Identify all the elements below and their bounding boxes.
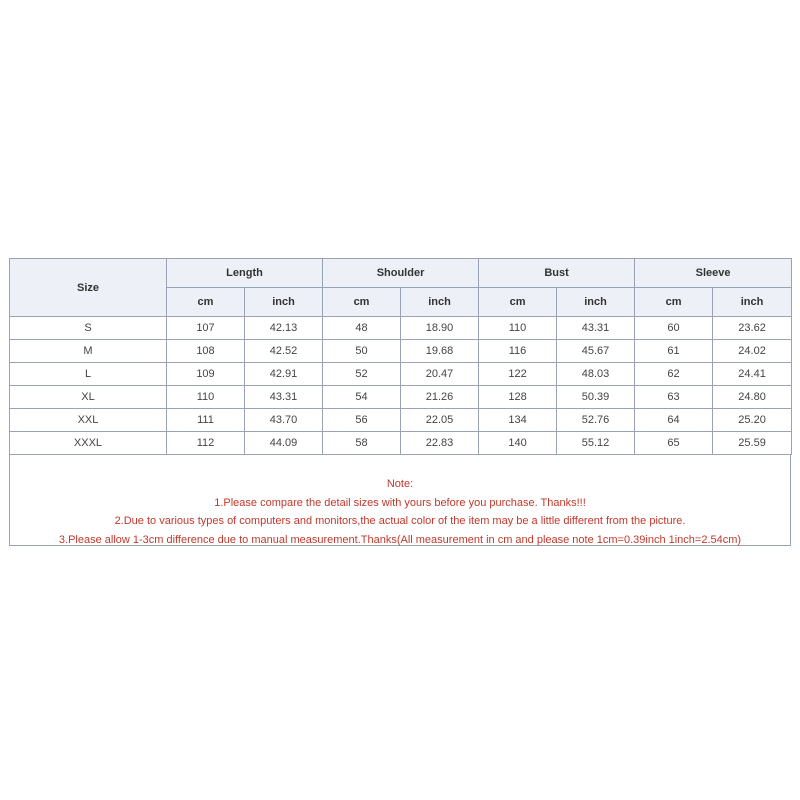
unit-header: inch xyxy=(557,288,635,317)
measurement-cell: 45.67 xyxy=(557,340,635,363)
measurement-cell: 42.91 xyxy=(245,363,323,386)
measurement-cell: 134 xyxy=(479,409,557,432)
measurement-cell: 116 xyxy=(479,340,557,363)
table-row xyxy=(10,432,792,455)
size-chart xyxy=(9,258,791,546)
measurement-cell: 23.62 xyxy=(713,317,792,340)
measurement-cell: 44.09 xyxy=(245,432,323,455)
table-body xyxy=(10,317,792,455)
sleeve-header: Sleeve xyxy=(635,259,792,288)
measurement-cell: 25.59 xyxy=(713,432,792,455)
size-cell: M xyxy=(10,340,167,363)
measurement-cell: 55.12 xyxy=(557,432,635,455)
measurement-cell: 24.41 xyxy=(713,363,792,386)
measurement-cell: 42.13 xyxy=(245,317,323,340)
measurement-cell: 21.26 xyxy=(401,386,479,409)
measurement-cell: 24.02 xyxy=(713,340,792,363)
note-line-1: 1.Please compare the detail sizes with yours before you purchase. Thanks!!! xyxy=(214,496,586,509)
table-row xyxy=(10,363,792,386)
measurement-cell: 63 xyxy=(635,386,713,409)
measurement-cell: 110 xyxy=(479,317,557,340)
size-cell: S xyxy=(10,317,167,340)
unit-header: cm xyxy=(479,288,557,317)
bust-header: Bust xyxy=(479,259,635,288)
shoulder-header: Shoulder xyxy=(323,259,479,288)
table-row xyxy=(10,340,792,363)
unit-header: cm xyxy=(635,288,713,317)
size-cell: XXXL xyxy=(10,432,167,455)
table-row xyxy=(10,317,792,340)
measurement-cell: 110 xyxy=(167,386,245,409)
measurement-cell: 61 xyxy=(635,340,713,363)
measurement-cell: 43.31 xyxy=(557,317,635,340)
measurement-cell: 140 xyxy=(479,432,557,455)
header-group-row xyxy=(10,259,792,288)
measurement-cell: 50 xyxy=(323,340,401,363)
table-row xyxy=(10,386,792,409)
measurement-cell: 48.03 xyxy=(557,363,635,386)
unit-header: inch xyxy=(245,288,323,317)
note-box xyxy=(9,455,791,546)
length-header: Length xyxy=(167,259,323,288)
unit-header: cm xyxy=(167,288,245,317)
measurement-cell: 43.70 xyxy=(245,409,323,432)
measurement-cell: 48 xyxy=(323,317,401,340)
note-line-2: 2.Due to various types of computers and monitors,the actual color of the item may be a little different from the picture. xyxy=(114,515,686,527)
measurement-cell: 56 xyxy=(323,409,401,432)
measurement-cell: 43.31 xyxy=(245,386,323,409)
measurement-cell: 58 xyxy=(323,432,401,455)
measurement-cell: 19.68 xyxy=(401,340,479,363)
unit-header: inch xyxy=(713,288,792,317)
size-column-header: Size xyxy=(10,259,167,317)
unit-header: inch xyxy=(401,288,479,317)
size-cell: XXL xyxy=(10,409,167,432)
measurement-cell: 52.76 xyxy=(557,409,635,432)
measurement-cell: 20.47 xyxy=(401,363,479,386)
note-title: Note: xyxy=(386,478,414,490)
measurement-cell: 60 xyxy=(635,317,713,340)
note-line-3: 3.Please allow 1-3cm difference due to manual measurement.Thanks(All measurement in cm and please note 1cm=0.39inch 1inch=2.54cm) xyxy=(58,533,742,546)
measurement-cell: 52 xyxy=(323,363,401,386)
measurement-cell: 108 xyxy=(167,340,245,363)
measurement-cell: 62 xyxy=(635,363,713,386)
measurement-cell: 22.05 xyxy=(401,409,479,432)
measurement-cell: 42.52 xyxy=(245,340,323,363)
measurement-cell: 25.20 xyxy=(713,409,792,432)
measurement-cell: 64 xyxy=(635,409,713,432)
size-table xyxy=(9,258,792,455)
unit-header: cm xyxy=(323,288,401,317)
size-cell: XL xyxy=(10,386,167,409)
size-cell: L xyxy=(10,363,167,386)
measurement-cell: 24.80 xyxy=(713,386,792,409)
measurement-cell: 109 xyxy=(167,363,245,386)
measurement-cell: 18.90 xyxy=(401,317,479,340)
measurement-cell: 50.39 xyxy=(557,386,635,409)
measurement-cell: 54 xyxy=(323,386,401,409)
measurement-cell: 122 xyxy=(479,363,557,386)
measurement-cell: 107 xyxy=(167,317,245,340)
measurement-cell: 22.83 xyxy=(401,432,479,455)
table-row xyxy=(10,409,792,432)
measurement-cell: 65 xyxy=(635,432,713,455)
measurement-cell: 111 xyxy=(167,409,245,432)
measurement-cell: 112 xyxy=(167,432,245,455)
table-header xyxy=(10,259,792,317)
measurement-cell: 128 xyxy=(479,386,557,409)
